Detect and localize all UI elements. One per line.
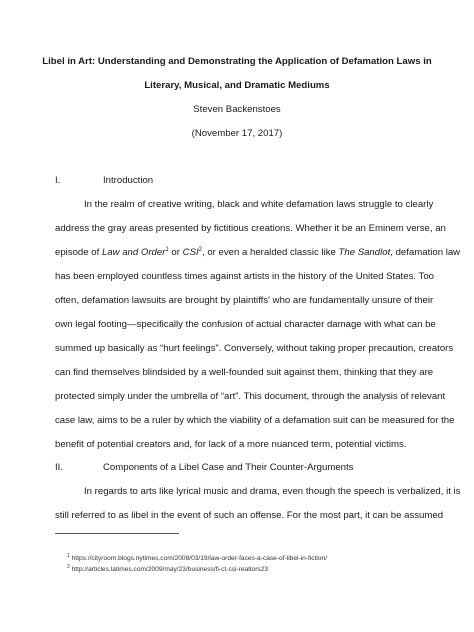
intro-line-4: has been employed countless times against artists in the history of the United States. Too bbox=[55, 271, 434, 282]
footnote-mark: 1 bbox=[67, 552, 70, 559]
text-run: or bbox=[168, 247, 183, 258]
section2-line-1: In regards to arts like lyrical music and drama, even though the speech is verbalized, it is bbox=[84, 486, 461, 497]
intro-line-6: own legal footing—specifically the confusion of actual character damage with what can be bbox=[55, 319, 436, 330]
section-heading-components bbox=[55, 462, 353, 473]
intro-line-11: benefit of potential creators and, for lack of a more nuanced term, potential victims. bbox=[55, 439, 407, 450]
italic-title-the-sandlot: The Sandlot bbox=[338, 247, 391, 258]
section-title: Components of a Libel Case and Their Counter-Arguments bbox=[103, 462, 354, 473]
italic-title-law-and-order: Law and Order bbox=[101, 247, 166, 258]
footnote-1 bbox=[67, 552, 328, 562]
intro-line-9: protected simply under the umbrella of “art”. This document, through the analysis of relevant bbox=[55, 391, 446, 402]
intro-line-7: summed up basically as “hurt feelings”. Conversely, without taking proper precaution, creators bbox=[55, 343, 454, 354]
intro-line-3 bbox=[55, 247, 460, 258]
intro-line-2: address the gray areas presented by fictitious creations. Whether it be an Eminem verse, an bbox=[55, 223, 446, 234]
intro-line-8: can find themselves blindsided by a well-founded suit against them, thinking that they are bbox=[55, 367, 434, 378]
footnote-ref-1: 1 bbox=[165, 246, 169, 253]
section2-line-2: still referred to as libel in the event of such an offense. For the most part, it can be assumed bbox=[55, 510, 444, 521]
footnote-link[interactable]: https://cityroom.blogs.nytimes.com/2008/03/19/law-order-faces-a-case-of-libel-in-fiction/ bbox=[69, 555, 328, 562]
intro-line-10: case law, aims to be a ruler by which the viability of a defamation suit can be measured for the bbox=[55, 415, 455, 426]
text-run: , defamation law bbox=[390, 247, 461, 258]
footnote-link[interactable]: http://articles.latimes.com/2009/may/23/business/fi-ct-csi-realtors23 bbox=[69, 566, 269, 573]
footnote-mark: 2 bbox=[67, 563, 70, 570]
footnote-2 bbox=[67, 563, 269, 573]
text-run: episode of bbox=[55, 247, 102, 258]
document-title-line-1: Libel in Art: Understanding and Demonstrating the Application of Defamation Laws in bbox=[42, 56, 432, 67]
section-number: I. bbox=[55, 175, 61, 186]
footnote-separator bbox=[55, 533, 179, 534]
footnote-ref-2: 2 bbox=[198, 246, 202, 253]
section-title: Introduction bbox=[103, 175, 154, 186]
section-heading-introduction bbox=[55, 175, 153, 186]
intro-line-1: In the realm of creative writing, black and white defamation laws struggle to clearly bbox=[84, 199, 434, 210]
italic-title-csi: CSI bbox=[182, 247, 199, 258]
text-run: , or even a heralded classic like bbox=[201, 247, 339, 258]
intro-line-5: often, defamation lawsuits are brought by plaintiffs' who are fundamentally unsure of their bbox=[55, 295, 434, 306]
author-name: Steven Backenstoes bbox=[193, 104, 281, 115]
document-title-line-2: Literary, Musical, and Dramatic Mediums bbox=[144, 80, 330, 91]
document-date: (November 17, 2017) bbox=[191, 128, 283, 139]
section-number: II. bbox=[55, 462, 63, 473]
